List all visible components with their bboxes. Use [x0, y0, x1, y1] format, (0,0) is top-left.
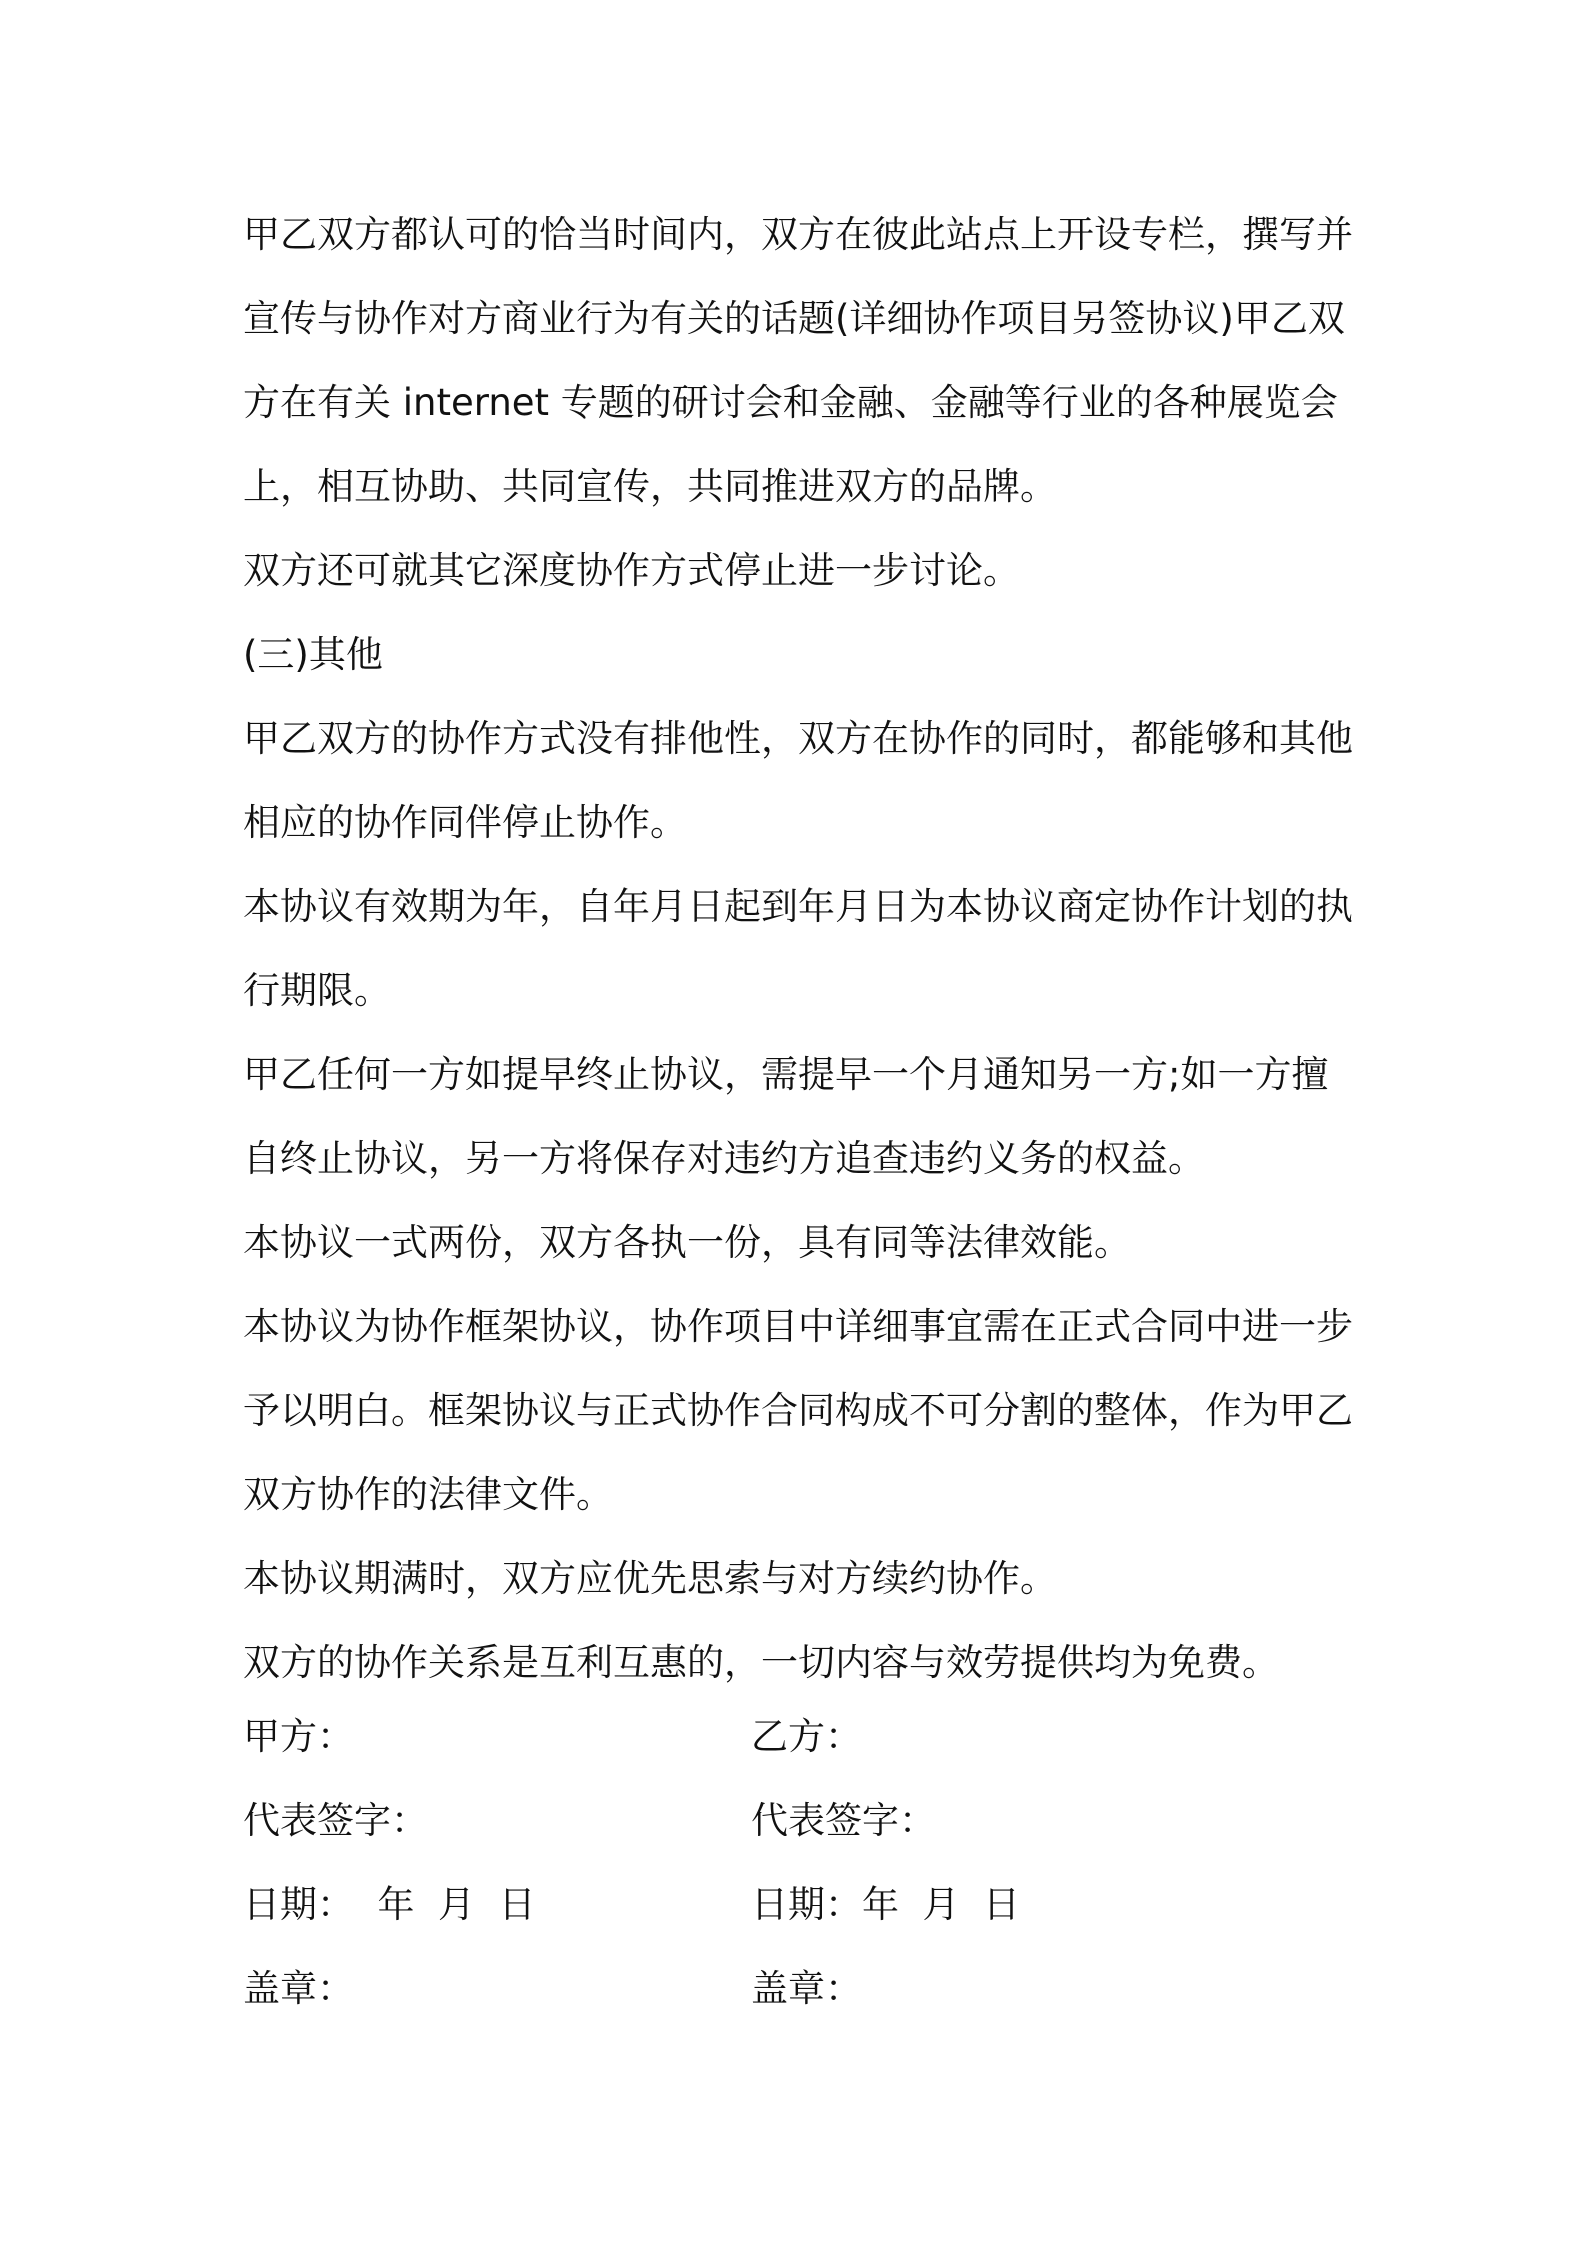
signature-row-representative	[243, 1779, 1363, 1863]
party-a-representative-label: 代表签字：	[243, 1799, 428, 1842]
signature-row-party	[243, 1695, 1363, 1779]
section-heading-other: (三)其他	[243, 633, 383, 676]
paragraph-non-exclusive: 甲乙双方的协作方式没有排他性，双方在协作的同时，都能够和其他相应的协作同伴停止协作。	[243, 717, 1353, 844]
party-a-label: 甲方：	[243, 1715, 354, 1758]
signature-row-seal	[243, 1947, 1363, 2031]
party-a-seal-label: 盖章：	[243, 1967, 354, 2010]
paragraph-further-discussion: 双方还可就其它深度协作方式停止进一步讨论。	[243, 549, 1020, 592]
party-a-date-label: 日期： 年 月 日	[243, 1883, 536, 1926]
paragraph-copies: 本协议一式两份，双方各执一份，具有同等法律效能。	[243, 1221, 1131, 1264]
paragraph-cooperation-promotion: 甲乙双方都认可的恰当时间内，双方在彼此站点上开设专栏，撰写并宣传与协作对方商业行为有关的话题(详细协作项目另签协议)甲乙双方在有关 internet 专题的研讨会和金融、金融等行业的各种展览会上，相互协助、共同宣传，共同推进双方的品牌。	[243, 213, 1353, 508]
paragraph-termination: 甲乙任何一方如提早终止协议，需提早一个月通知另一方;如一方擅自终止协议，另一方将保存对违约方追查违约义务的权益。	[243, 1053, 1329, 1180]
paragraph-free-of-charge: 双方的协作关系是互利互惠的，一切内容与效劳提供均为免费。	[243, 1641, 1279, 1684]
party-b-representative-label: 代表签字：	[751, 1799, 936, 1842]
signature-block	[243, 1695, 1363, 2031]
agreement-body	[243, 193, 1363, 1705]
signature-row-date	[243, 1863, 1363, 1947]
party-b-label: 乙方：	[751, 1715, 862, 1758]
paragraph-validity-period: 本协议有效期为年，自年月日起到年月日为本协议商定协作计划的执行期限。	[243, 885, 1353, 1012]
paragraph-renewal: 本协议期满时，双方应优先思索与对方续约协作。	[243, 1557, 1057, 1600]
paragraph-framework: 本协议为协作框架协议，协作项目中详细事宜需在正式合同中进一步予以明白。框架协议与正式协作合同构成不可分割的整体，作为甲乙双方协作的法律文件。	[243, 1305, 1353, 1516]
party-b-date-label: 日期：年 月 日	[751, 1883, 1021, 1926]
party-b-seal-label: 盖章：	[751, 1967, 862, 2010]
